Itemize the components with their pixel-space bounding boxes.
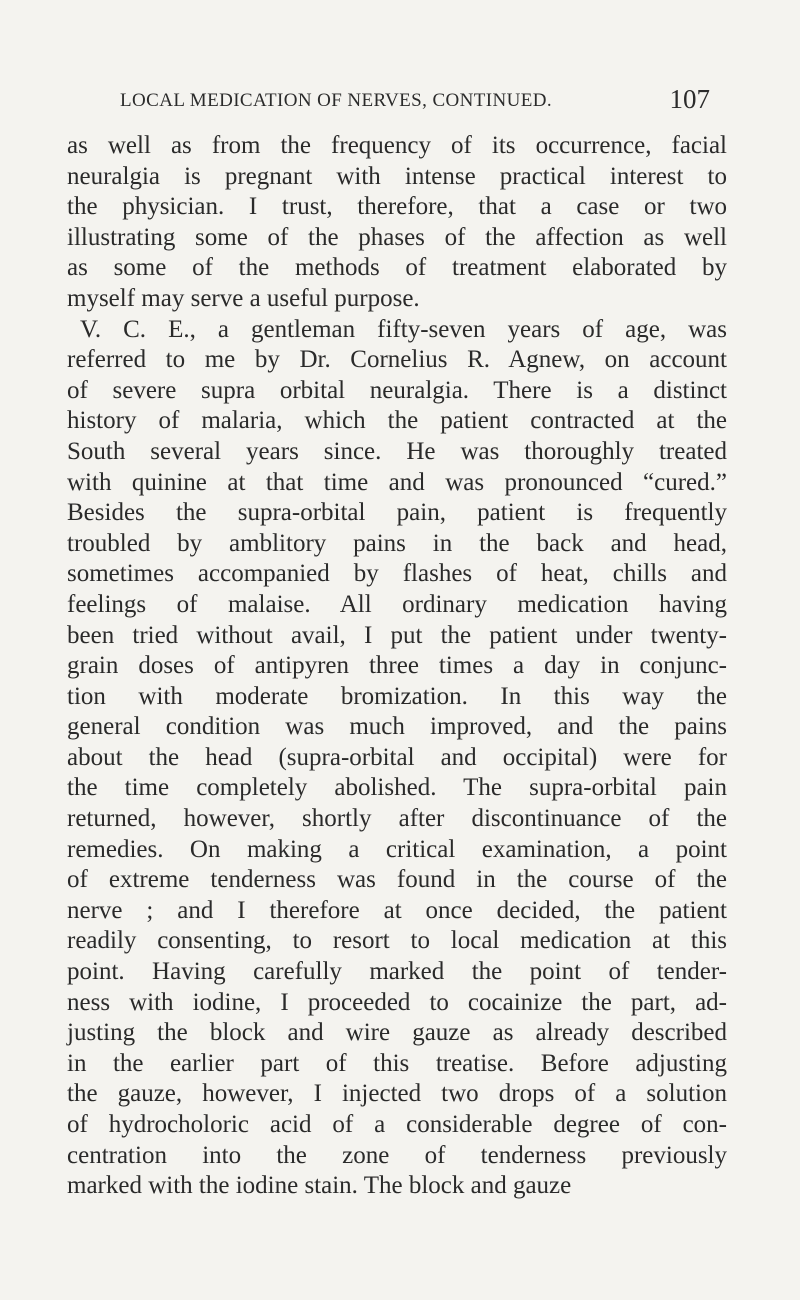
text-line: marked with the iodine stain. The block and gauze [67, 1172, 572, 1200]
text-line: neuralgia is pregnant with intense practical interest to [67, 162, 727, 190]
text-line: remedies. On making a critical examination, a point [67, 835, 727, 863]
body-text [67, 131, 727, 1202]
text-line: grain doses of antipyren three times a day in conjunc- [67, 652, 727, 680]
text-line: been tried without avail, I put the patient under twenty- [67, 621, 727, 649]
text-line: justing the block and wire gauze as already described [67, 1019, 727, 1047]
text-line: South several years since. He was thoroughly treated [67, 437, 727, 465]
text-line: as some of the methods of treatment elaborated by [67, 254, 727, 282]
text-line: point. Having carefully marked the point of tender- [67, 958, 727, 986]
text-line: the gauze, however, I injected two drops of a solution [67, 1080, 727, 1108]
text-line: centration into the zone of tenderness previously [67, 1141, 727, 1169]
text-line: troubled by amblitory pains in the back and head, [67, 529, 727, 557]
running-head [120, 84, 710, 116]
text-line: myself may serve a useful purpose. [67, 284, 420, 312]
text-line: in the earlier part of this treatise. Before adjusting [67, 1049, 727, 1077]
text-line: illustrating some of the phases of the affection as well [67, 223, 727, 251]
text-line: history of malaria, which the patient contracted at the [67, 407, 727, 435]
text-line: nerve ; and I therefore at once decided, the patient [67, 896, 727, 924]
text-line: returned, however, shortly after discontinuance of the [67, 805, 727, 833]
text-line: about the head (supra-orbital and occipital) were for [67, 743, 727, 771]
text-line: the time completely abolished. The supra-orbital pain [67, 774, 727, 802]
text-line: with quinine at that time and was pronounced “cured.” [67, 468, 727, 496]
page-number: 107 [669, 84, 710, 114]
text-line: general condition was much improved, and the pains [67, 713, 727, 741]
text-line: of severe supra orbital neuralgia. There is a distinct [67, 376, 727, 404]
text-line: of hydrocholoric acid of a considerable degree of con- [67, 1111, 727, 1138]
text-line: Besides the supra-orbital pain, patient is frequently [67, 499, 727, 527]
text-line: tion with moderate bromization. In this way the [67, 682, 727, 710]
text-line: the physician. I trust, therefore, that a case or two [67, 193, 727, 221]
text-line: of extreme tenderness was found in the course of the [67, 866, 727, 894]
running-title: LOCAL MEDICATION OF NERVES, CONTINUED. [120, 90, 553, 111]
text-line: as well as from the frequency of its occurrence, facial [67, 132, 727, 159]
text-line: sometimes accompanied by flashes of heat, chills and [67, 560, 727, 588]
text-line: ness with iodine, I proceeded to cocainize the part, ad- [67, 988, 727, 1016]
text-line: feelings of malaise. All ordinary medication having [67, 590, 727, 618]
text-line: referred to me by Dr. Cornelius R. Agnew, on account [67, 346, 727, 374]
text-line: readily consenting, to resort to local medication at this [67, 927, 727, 955]
text-line: V. C. E., a gentleman fifty-seven years of age, was [80, 315, 727, 343]
